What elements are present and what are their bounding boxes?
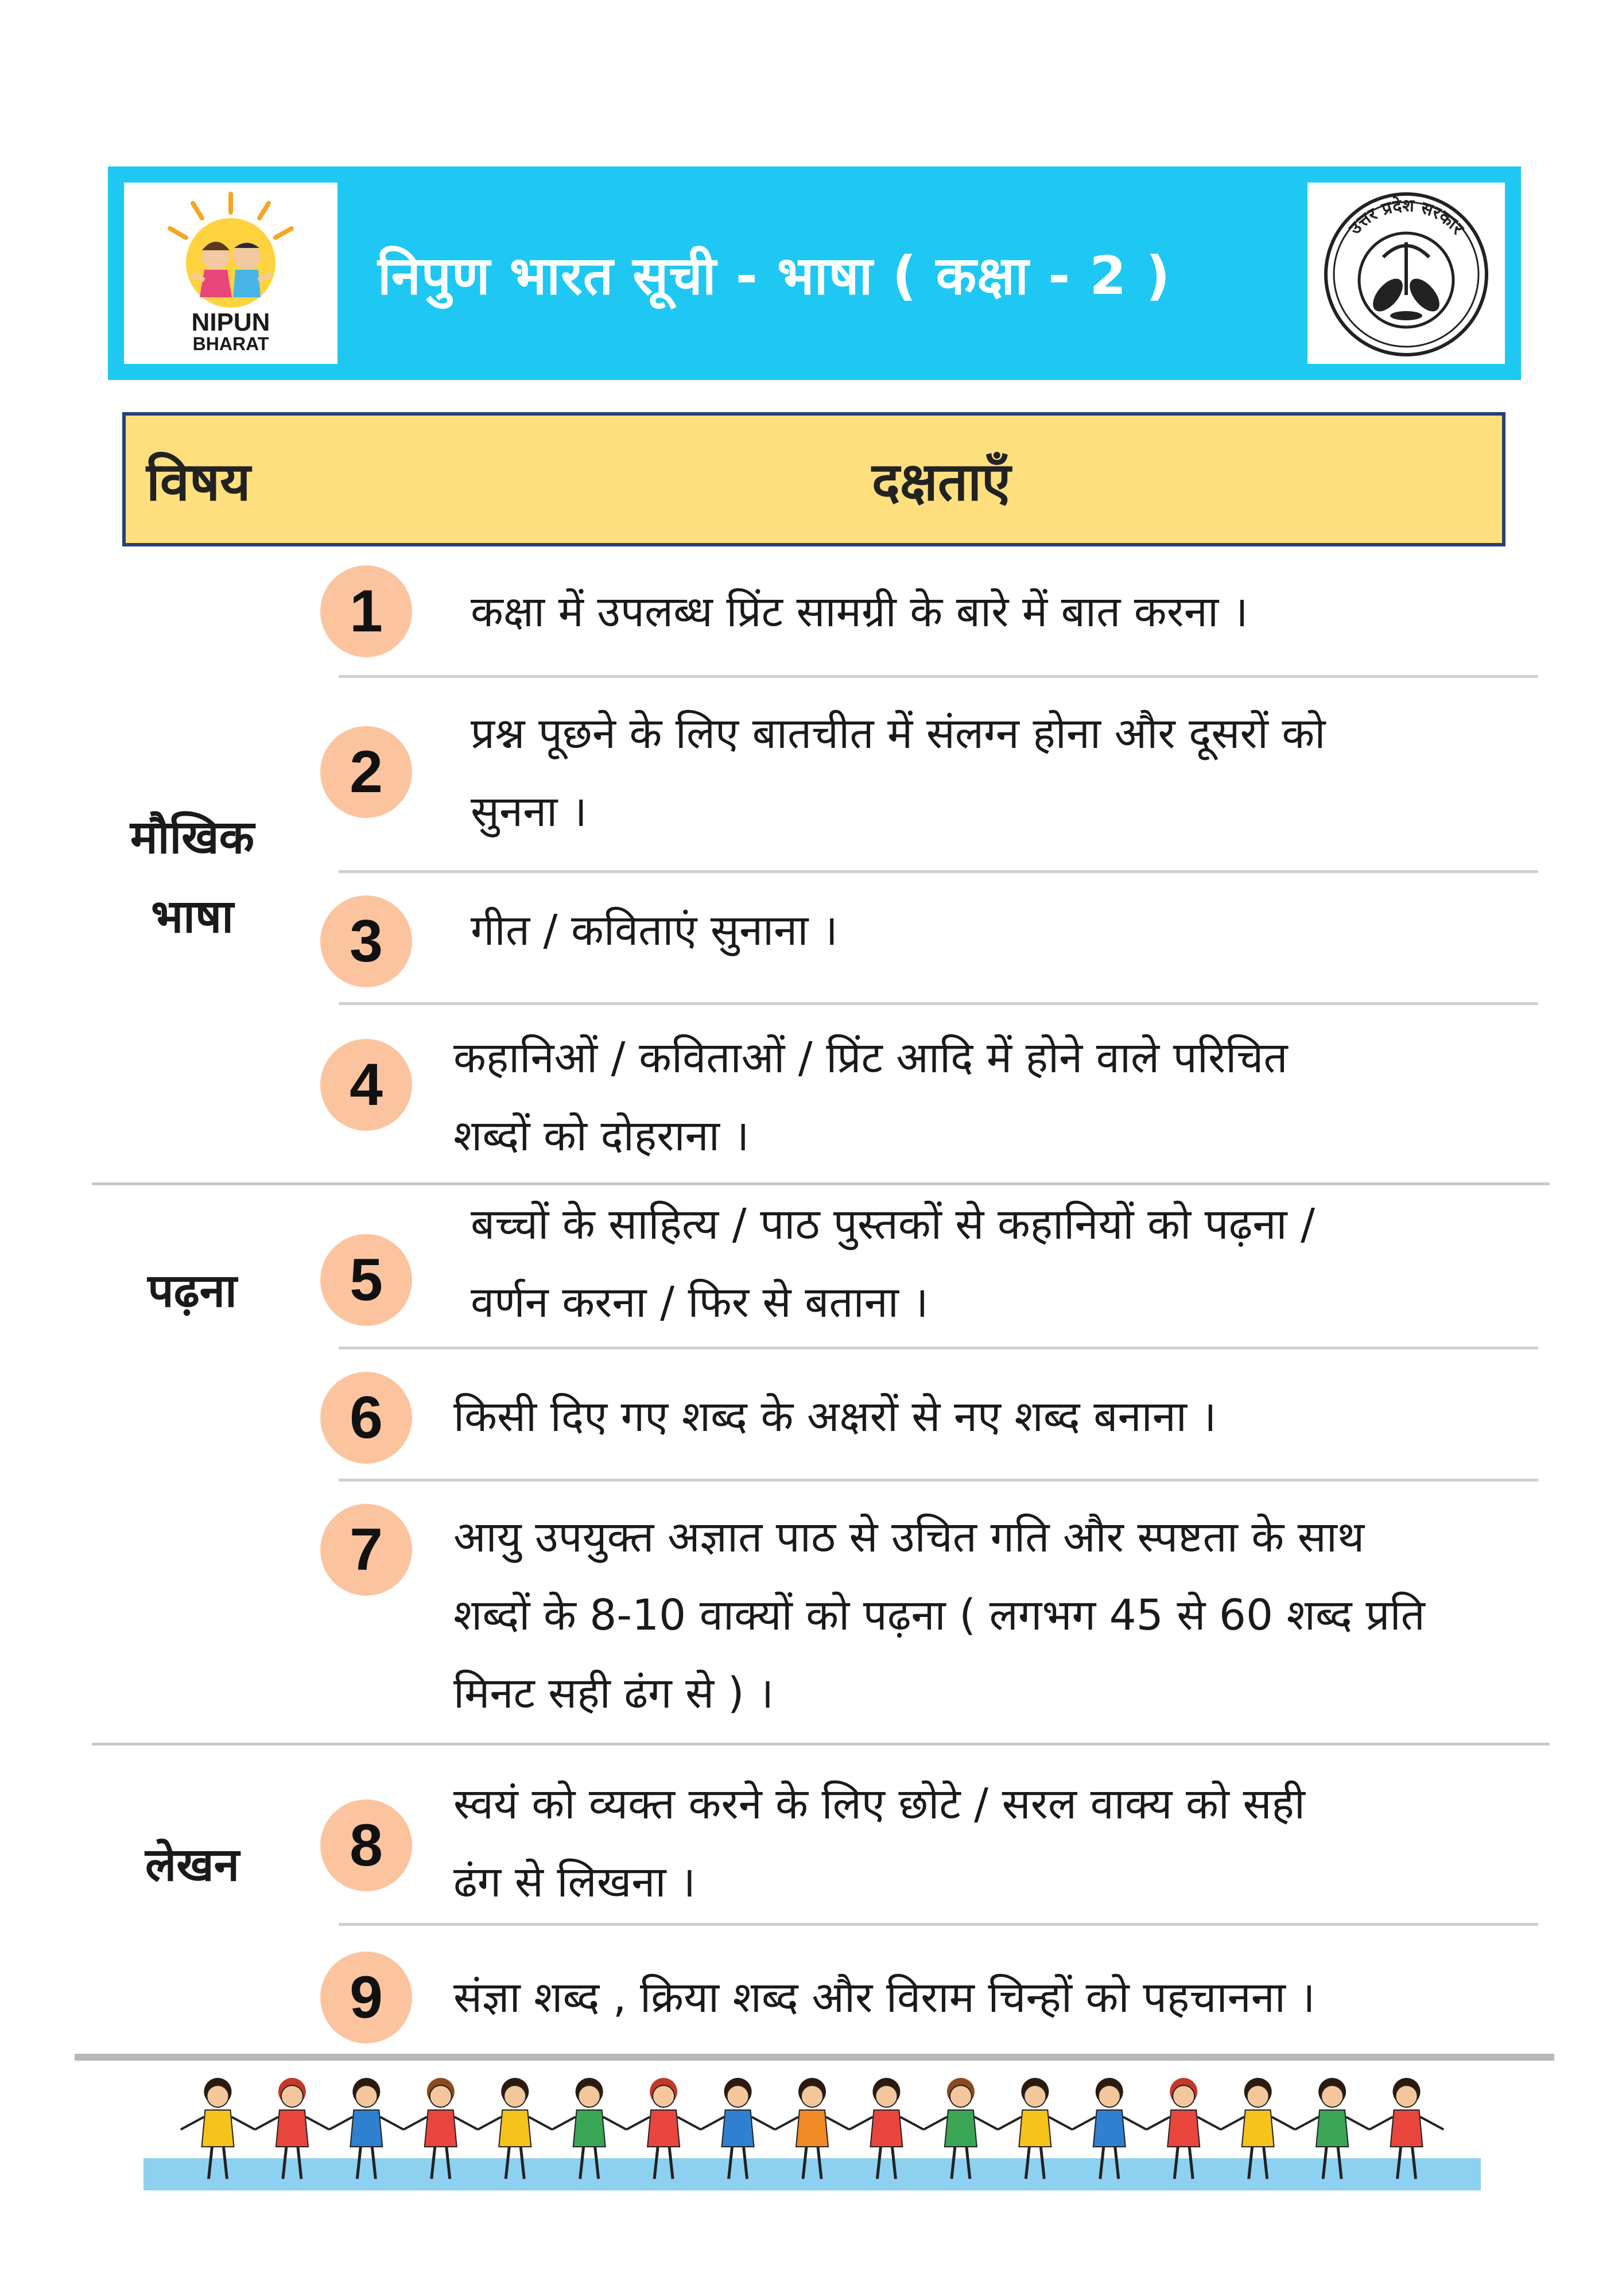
child-arm [1369,2117,1393,2130]
child-arm [1049,2117,1072,2130]
child-head [950,2085,972,2107]
item-text: बच्चों के साहित्य / पाठ पुस्तकों से कहानियों को पढ़ना / वर्णन करना / फिर से बताना । [471,1200,1316,1327]
child-arm [826,2117,849,2130]
child-body [499,2110,531,2147]
svg-text:BHARAT: BHARAT [192,333,269,354]
child-arm [1221,2117,1244,2130]
item-text: किसी दिए गए शब्द के अक्षरों से नए शब्द बनाना । [453,1392,1217,1441]
child-arm [255,2117,278,2130]
child-arm [923,2117,947,2130]
item-divider [339,1479,1538,1481]
item-number-badge: 7 [320,1504,412,1596]
child-head [504,2085,526,2107]
child-head [1173,2085,1194,2107]
child-body [647,2110,680,2147]
nipun-bharat-logo [124,183,337,364]
seal-emblem-icon [1307,183,1505,364]
child-body [1167,2110,1200,2147]
child-head [430,2085,452,2107]
page-title: निपुण भारत सूची - भाषा ( कक्षा - 2 ) [378,245,1171,307]
child-arm [329,2117,353,2130]
child-arm [1346,2117,1369,2130]
item-divider [339,870,1538,873]
child-body [870,2110,902,2147]
child-arm [677,2117,701,2130]
table-header [122,412,1505,546]
child-arm [998,2117,1022,2130]
child-body [276,2110,308,2147]
child-arm [1272,2117,1295,2130]
child-body [1093,2110,1126,2147]
child-body [573,2110,606,2147]
child-arm [975,2117,998,2130]
child-head [1396,2085,1418,2107]
child-arm [403,2117,427,2130]
child-arm [1295,2117,1318,2130]
item-number-badge: 4 [320,1039,412,1131]
item-divider [339,1923,1538,1926]
child-arm [552,2117,576,2130]
item-divider [339,675,1538,678]
children-holding-hands-icon [143,2066,1481,2204]
title-banner [108,166,1521,380]
item-number-badge: 1 [320,565,412,657]
child-head [1247,2085,1269,2107]
child-arm [603,2117,627,2130]
child-body [201,2110,234,2147]
nipun-bharat-logo-graphic [124,183,337,364]
item-number-badge: 5 [320,1234,412,1326]
header-subject: विषय [146,451,251,513]
item-number-badge: 9 [320,1952,412,2043]
up-government-seal [1307,183,1505,364]
child-arm [626,2117,650,2130]
item-text: प्रश्न पूछने के लिए बातचीत में संलग्न होना और दूसरों को सुनना । [471,709,1326,836]
child-head [1321,2085,1343,2107]
item-number-badge: 8 [320,1799,412,1891]
child-arm [529,2117,552,2130]
child-arm [701,2117,724,2130]
child-body [1391,2110,1423,2147]
child-body [796,2110,828,2147]
child-head [281,2085,303,2107]
child-arm [849,2117,873,2130]
child-body [1316,2110,1348,2147]
item-number-badge: 2 [320,726,412,818]
subject-reading: पढ़ना [148,1264,237,1317]
child-arm [231,2117,255,2130]
child-arm [1123,2117,1147,2130]
item-text: आयु उपयुक्त अज्ञात पाठ से उचित गति और स्पष्टता के साथ शब्दों के 8-10 वाक्यों को पढ़ना ( लगभग 45 से 60 शब्द प्रति मिनट सही ढंग से ) । [453,1512,1425,1718]
child-body [350,2110,382,2147]
child-arm [1197,2117,1221,2130]
child-arm [900,2117,923,2130]
child-arm [306,2117,329,2130]
child-body [1242,2110,1274,2147]
child-arm [478,2117,502,2130]
child-head [875,2085,897,2107]
item-text: संज्ञा शब्द , क्रिया शब्द और विराम चिन्हों को पहचानना । [453,1973,1316,2022]
item-divider [339,1002,1538,1005]
child-body [945,2110,977,2147]
child-body [425,2110,457,2147]
child-arm [1147,2117,1170,2130]
child-body [722,2110,754,2147]
item-number-badge: 3 [320,895,412,987]
item-text: स्वयं को व्यक्त करने के लिए छोटे / सरल वाक्य को सही ढंग से लिखना । [453,1779,1305,1907]
child-body [1019,2110,1051,2147]
child-arm [181,2117,204,2130]
child-arm [455,2117,478,2130]
svg-text:उत्तर प्रदेश सरकार: उत्तर प्रदेश सरकार [1345,195,1468,239]
child-arm [1072,2117,1096,2130]
children-illustration [143,2066,1481,2204]
child-arm [775,2117,798,2130]
child-head [801,2085,823,2107]
child-head [653,2085,674,2107]
item-text: कक्षा में उपलब्ध प्रिंट सामग्री के बारे में बात करना । [471,587,1248,637]
child-head [727,2085,749,2107]
child-head [579,2085,600,2107]
child-head [207,2085,228,2107]
child-arm [380,2117,403,2130]
section-divider [92,1743,1550,1746]
svg-text:NIPUN: NIPUN [191,308,270,336]
child-head [1099,2085,1120,2107]
child-head [355,2085,377,2107]
child-head [1024,2085,1046,2107]
child-arm [752,2117,775,2130]
header-skills: दक्षताएँ [872,451,1011,513]
item-text: गीत / कविताएं सुनाना । [471,906,838,955]
bottom-rule [75,2054,1554,2061]
subject-oral-language: मौखिक भाषा [130,810,255,943]
item-text: कहानिओं / कविताओं / प्रिंट आदि में होने वाले परिचित शब्दों को दोहराना । [453,1033,1288,1161]
child-arm [1421,2117,1444,2130]
subject-writing: लेखन [145,1838,240,1891]
item-divider [339,1347,1538,1349]
item-number-badge: 6 [320,1372,412,1464]
